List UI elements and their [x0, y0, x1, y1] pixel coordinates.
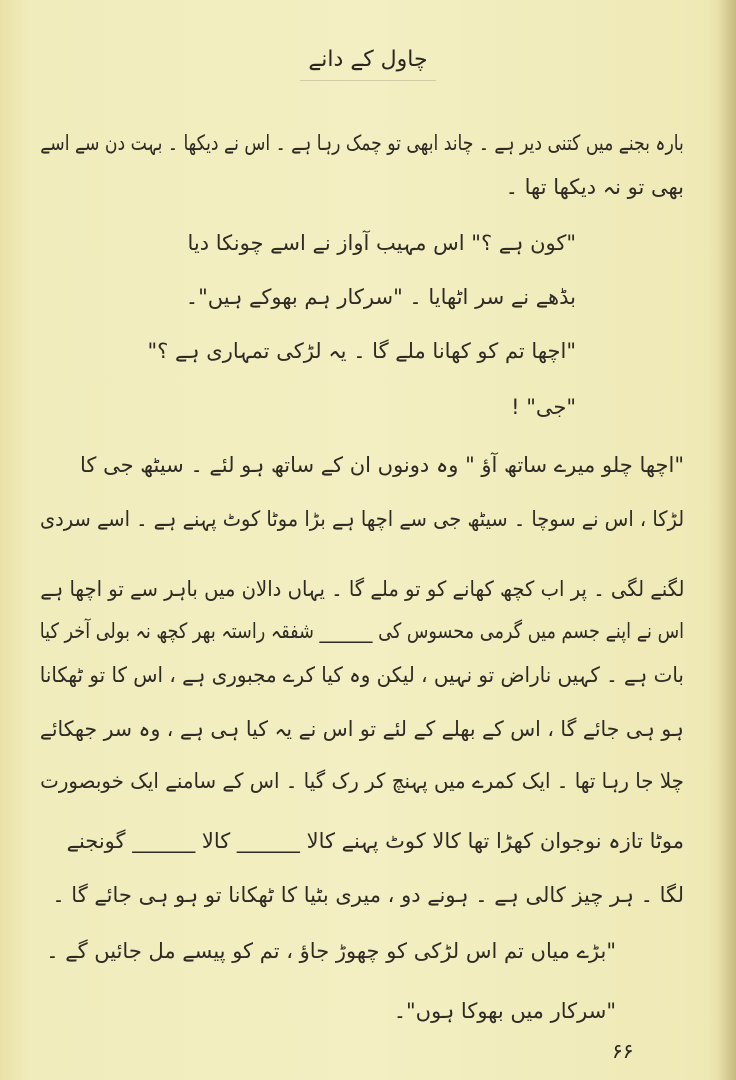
text-line-6: "جی" !: [511, 395, 576, 419]
text-line-1: بارہ بجنے میں کتنی دیر ہے ۔ چاند ابھی تو چمک رہا ہے ۔ اس نے دیکھا ۔ بہت دن سے اسے: [40, 131, 684, 155]
text-line-15: لگا ۔ ہر چیز کالی ہے ۔ ہونے دو ، میری بٹیا کا ٹھکانا تو ہو ہی جائے گا ۔: [52, 883, 684, 907]
text-line-16: "بڑے میاں تم اس لڑکی کو چھوڑ جاؤ ، تم کو پیسے مل جائیں گے ۔: [46, 939, 616, 963]
text-line-13: چلا جا رہا تھا ۔ ایک کمرے میں پہنچ کر رک گیا ۔ اس کے سامنے ایک خوبصورت: [40, 769, 684, 793]
text-line-2: بھی تو نہ دیکھا تھا ۔: [505, 175, 684, 199]
chapter-title: چاول کے دانے: [308, 47, 428, 72]
text-line-4: بڈھے نے سر اٹھایا ۔ "سرکار ہم بھوکے ہیں"۔: [185, 285, 576, 309]
title-rule: [300, 80, 436, 81]
text-line-11: بات ہے ۔ کہیں ناراض تو نہیں ، لیکن وہ کیا کرے مجبوری ہے ، اس کا تو ٹھکانا: [39, 663, 684, 687]
text-line-9: لگنے لگی ۔ پر اب کچھ کھانے کو تو ملے گا ۔ یہاں دالان میں باہر سے تو اچھا ہے: [39, 577, 684, 601]
text-line-10: اس نے اپنے جسم میں گرمی محسوس کی ______ شفقہ راستہ بھر کچھ نہ بولی آخر کیا: [39, 619, 684, 643]
text-line-12: ہو ہی جائے گا ، اس کے بھلے کے لئے تو اس نے یہ کیا ہی ہے ، وہ سر جھکائے: [39, 717, 684, 741]
page-edge-shadow: [718, 0, 736, 1080]
text-line-14: موٹا تازہ نوجوان کھڑا تھا کالا کوٹ پہنے کالا ______ کالا ______ گونجنے: [66, 829, 684, 853]
text-line-5: "اچھا تم کو کھانا ملے گا ۔ یہ لڑکی تمہاری ہے ؟": [147, 339, 576, 363]
text-line-8: لڑکا ، اس نے سوچا ۔ سیٹھ جی سے اچھا ہے بڑا موٹا کوٹ پہنے ہے ۔ اسے سردی: [39, 507, 684, 531]
text-line-17: "سرکار میں بھوکا ہوں"۔: [393, 999, 616, 1023]
page-number: ۶۶: [612, 1039, 634, 1063]
text-line-7: "اچھا چلو میرے ساتھ آؤ " وہ دونوں ان کے ساتھ ہو لئے ۔ سیٹھ جی کا: [80, 453, 684, 477]
text-line-3: "کون ہے ؟" اس مہیب آواز نے اسے چونکا دیا: [187, 231, 576, 255]
